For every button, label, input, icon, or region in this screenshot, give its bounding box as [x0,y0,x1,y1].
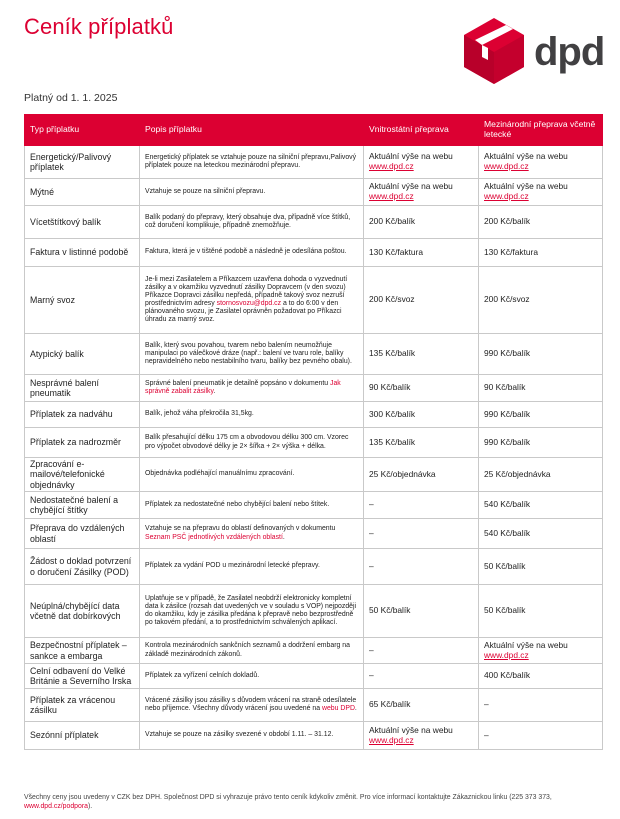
price-value: 990 Kč/balík [484,436,531,447]
table-row [25,179,603,206]
price-value: Aktuální výše na webu [484,151,568,162]
col-header-domestic: Vnitrostátní přeprava [364,115,479,146]
surcharge-type [25,585,140,638]
price-value: 65 Kč/balík [369,699,411,710]
price-value: Aktuální výše na webu [369,181,453,192]
surcharge-type-label: Atypický balík [30,348,84,359]
domestic-price [364,492,479,519]
price-value: 200 Kč/balík [369,216,416,227]
web-link[interactable]: www.dpd.cz [484,161,529,171]
international-price [479,428,603,458]
table-row [25,334,603,375]
dpd-cube-icon [462,16,526,86]
surcharge-description [140,664,364,689]
web-link[interactable]: www.dpd.cz [484,649,529,660]
valid-from: Platný od 1. 1. 2025 [24,92,118,104]
price-value: Aktuální výše na webu [369,151,453,162]
description-text: Balík, který svou povahou, tvarem nebo balením neumožňuje manipulaci po válečkové dráze (např.: balení ve tvaru role, balíky nepravidelného nebo nestabilního tvaru, balíky bez pevného obalu). [145,341,352,366]
web-link[interactable]: www.dpd.cz [369,191,414,201]
surcharge-type-label: Příplatek za nadrozměr [30,437,121,448]
description-text-end: . [282,533,285,541]
surcharge-description [140,375,364,402]
surcharge-description [140,146,364,179]
price-value: – [369,670,374,681]
international-price [479,519,603,549]
table-row [25,458,603,492]
price-value: 200 Kč/svoz [484,294,530,305]
surcharge-type-label: Mýtné [30,186,54,197]
description-text-end: a to do 6:00 v den plánovaného svozu, je Zasilatel oprávněn požadovat po Příkazci úhradu za marný svoz. [145,300,342,324]
table-row [25,375,603,402]
international-price [479,267,603,334]
domestic-price [364,458,479,492]
col-header-description: Popis příplatku [140,115,364,146]
international-price [479,722,603,750]
description-text: Balík přesahující délku 175 cm a obvodovou délku 300 cm. Vzorec pro výpočet obvodové délky je 2× šířka + 2× výška + délka. [145,434,349,450]
price-value: 400 Kč/balík [484,670,531,681]
description-text: Správné balení pneumatik je detailně popsáno v dokumentu [145,379,331,387]
description-text: Vztahuje se pouze na zásilky svezené v období 1.11. – 31.12. [145,731,334,739]
price-value: 90 Kč/balík [369,382,411,393]
surcharge-type-label: Příplatek za vrácenou zásilku [30,694,116,715]
international-price [479,689,603,722]
price-table [24,114,603,750]
table-row [25,638,603,664]
table-row [25,239,603,267]
surcharge-type [25,492,140,519]
description-text: Příplatek za vyřízení celních dokladů. [145,671,260,679]
description-text: Faktura, která je v tištěné podobě a následně je odesílána poštou. [145,248,347,256]
price-value: 135 Kč/balík [369,436,416,447]
surcharge-type [25,519,140,549]
surcharge-description [140,585,364,638]
surcharge-type-label: Přeprava do vzdálených oblastí [30,523,125,544]
surcharge-description [140,179,364,206]
web-link[interactable]: www.dpd.cz [369,161,414,171]
price-value: – [484,729,489,740]
surcharge-type-label: Nedostatečné balení a chybějící štítky [30,494,119,515]
surcharge-type-label: Faktura v listinné podobě [30,247,129,258]
surcharge-type [25,664,140,689]
table-row [25,402,603,428]
surcharge-type-label: Bezpečnostní příplatek – sankce a embarga [30,640,127,661]
surcharge-description [140,334,364,375]
footer-support-link[interactable]: www.dpd.cz/podpora [24,802,88,810]
price-value: 300 Kč/balík [369,408,416,419]
surcharge-description [140,519,364,549]
surcharge-type [25,267,140,334]
table-row [25,664,603,689]
surcharge-description [140,722,364,750]
dpd-logo [462,16,612,86]
price-value: 50 Kč/balík [484,560,526,571]
description-text: Vrácené zásilky jsou zásilky s důvodem vrácení na straně odesílatele nebo příjemce. Všechny důvody vrácení jsou uvedené na [145,696,357,712]
surcharge-description [140,492,364,519]
surcharge-type [25,239,140,267]
international-price [479,638,603,664]
domestic-price [364,585,479,638]
price-value: 130 Kč/faktura [484,246,539,257]
table-row [25,519,603,549]
table-header-row [25,115,603,146]
description-text: Je-li mezi Zasilatelem a Příkazcem uzavřena dohoda o vyzvednutí zásilky a v okamžiku vyzvednutí zásilky Dopravcem (v den svozu) Příkazce Dopravci zásilku nepředá, případně takový svoz nezruší prostřednictvím adresy [145,275,348,307]
description-text: Vztahuje se pouze na silniční přepravu. [145,187,266,195]
table-row [25,267,603,334]
table-row [25,549,603,585]
price-value: 25 Kč/objednávka [484,468,551,479]
international-price [479,375,603,402]
price-value: – [484,699,489,710]
page-title: Ceník příplatků [24,14,174,39]
domestic-price [364,428,479,458]
web-link[interactable]: www.dpd.cz [369,734,414,745]
domestic-price [364,664,479,689]
domestic-price [364,146,479,179]
price-value: 135 Kč/balík [369,348,416,359]
description-link[interactable]: webu DPD [321,705,355,712]
international-price [479,402,603,428]
international-price [479,664,603,689]
description-link[interactable]: stornosvozu@dpd.cz [216,300,282,307]
price-value: 50 Kč/balík [369,605,411,616]
surcharge-type-label: Energetický/Palivový příplatek [30,151,112,172]
price-value: 540 Kč/balík [484,527,531,538]
description-link[interactable]: Seznam PSČ jednotlivých vzdálených oblastí [145,533,283,541]
description-text: Příplatek za vydání POD u mezinárodní letecké přepravy. [145,562,320,570]
domestic-price [364,638,479,664]
price-value: – [369,644,374,655]
domestic-price [364,239,479,267]
domestic-price [364,206,479,239]
web-link[interactable]: www.dpd.cz [484,191,529,201]
international-price [479,492,603,519]
price-value: Aktuální výše na webu [369,724,453,735]
description-text: Uplatňuje se v případě, že Zasilatel neobdrží elektronicky kompletní data k zásilce (rozsah dat uvedených ve v souladu s VOP) nejpozději do okamžiku, kdy je zásilka předána k přepravě nebo bezprostředně po takovém předání, a to prostřednictvím schválených aplikací. [145,594,357,627]
price-value: 990 Kč/balík [484,348,531,359]
table-row [25,492,603,519]
price-value: Aktuální výše na webu [484,181,568,192]
price-value: 130 Kč/faktura [369,246,424,257]
domestic-price [364,689,479,722]
international-price [479,334,603,375]
col-header-international: Mezinárodní přeprava včetně letecké [479,115,603,146]
surcharge-description [140,458,364,492]
price-value: Aktuální výše na webu [484,639,568,650]
description-text: Vztahuje se na přepravu do oblastí definovaných v dokumentu [145,525,336,533]
table-row [25,585,603,638]
description-text: Balík, jehož váha překročila 31,5kg. [145,410,254,418]
surcharge-description [140,402,364,428]
surcharge-type-label: Sezónní příplatek [30,730,99,741]
description-text: Balík podaný do přepravy, který obsahuje dva, případně více štítků, což doručení komplikuje, případně znemožňuje. [145,213,351,229]
description-text: Příplatek za nedostatečné nebo chybějící balení nebo štítek. [145,500,330,508]
surcharge-type-label: Marný svoz [30,294,75,305]
table-row [25,146,603,179]
price-value: 25 Kč/objednávka [369,468,436,479]
footer-text-end: ). [87,802,93,810]
surcharge-type-label: Celní odbavení do Velké Británie a Severního Irska [30,665,132,686]
price-value: 990 Kč/balík [484,408,531,419]
domestic-price [364,519,479,549]
surcharge-description [140,689,364,722]
dpd-wordmark: dpd [534,30,605,74]
price-value: 200 Kč/balík [484,216,531,227]
surcharge-type-label: Neúplná/chybějící data včetně dat dobírkových [30,600,121,621]
domestic-price [364,179,479,206]
domestic-price [364,267,479,334]
international-price [479,549,603,585]
domestic-price [364,334,479,375]
surcharge-type [25,206,140,239]
footer-note [24,794,608,812]
surcharge-description [140,549,364,585]
domestic-price [364,375,479,402]
surcharge-type [25,179,140,206]
price-value: – [369,499,374,510]
price-value: – [369,527,374,538]
surcharge-type [25,428,140,458]
surcharge-description [140,267,364,334]
surcharge-description [140,638,364,664]
surcharge-type [25,375,140,402]
surcharge-type-label: Zpracování e-mailové/telefonické objednávky [30,459,105,490]
international-price [479,239,603,267]
table-row [25,206,603,239]
description-text-end: . [213,388,216,395]
price-value: – [369,560,374,571]
price-value: 90 Kč/balík [484,382,526,393]
surcharge-type [25,402,140,428]
surcharge-description [140,428,364,458]
surcharge-type-label: Nesprávné balení pneumatik [30,377,99,398]
description-link[interactable]: Jak správně zabalit zásilky [145,379,341,395]
international-price [479,146,603,179]
surcharge-type [25,146,140,179]
description-text-end: . [354,705,357,712]
description-text: Energetický příplatek se vztahuje pouze na silniční přepravu,Palivový příplatek pouze na leteckou mezinárodní přepravu. [145,153,357,169]
surcharge-type [25,458,140,492]
surcharge-type-label: Vícetštítkový balík [30,216,101,227]
table-row [25,428,603,458]
international-price [479,206,603,239]
international-price [479,179,603,206]
footer-text: Všechny ceny jsou uvedeny v CZK bez DPH. Společnost DPD si vyhrazuje právo tento ceník kdykoliv změnit. Pro více informací kontaktujte Zákaznickou linku (225 373 373, [24,794,552,801]
domestic-price [364,722,479,750]
price-value: 540 Kč/balík [484,499,531,510]
surcharge-description [140,206,364,239]
surcharge-type [25,689,140,722]
table-row [25,689,603,722]
surcharge-type [25,638,140,664]
price-value: 50 Kč/balík [484,605,526,616]
table-row [25,722,603,750]
col-header-type: Typ příplatku [25,115,140,146]
domestic-price [364,402,479,428]
international-price [479,458,603,492]
surcharge-type [25,549,140,585]
description-text: Objednávka podléhající manuálnímu zpracování. [145,470,295,478]
surcharge-type [25,722,140,750]
surcharge-description [140,239,364,267]
surcharge-type-label: Žádost o doklad potvrzení o doručení Zásilky (POD) [30,556,132,577]
international-price [479,585,603,638]
surcharge-type [25,334,140,375]
domestic-price [364,549,479,585]
description-text: Kontrola mezinárodních sankčních seznamů a dodržení embarg na základě mezinárodních zákonů. [145,642,350,658]
price-value: 200 Kč/svoz [369,294,415,305]
surcharge-type-label: Příplatek za nadváhu [30,409,113,420]
